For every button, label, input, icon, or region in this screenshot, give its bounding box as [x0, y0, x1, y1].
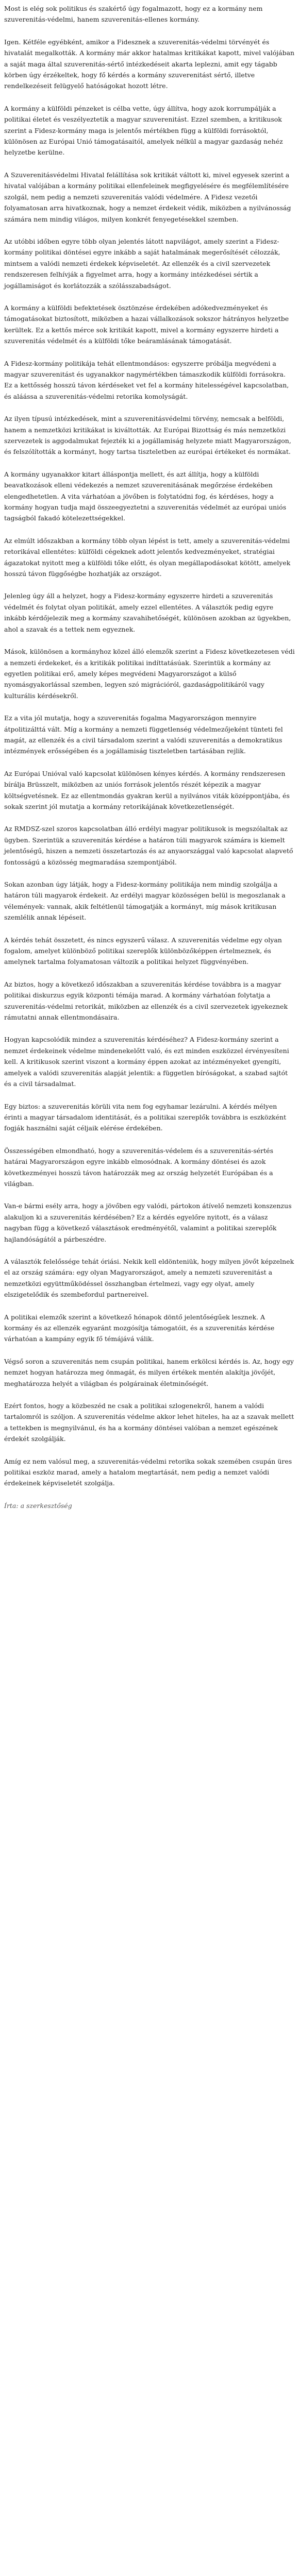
paragraph: A Szuverenitásvédelmi Hivatal felállítása sok kritikát váltott ki, mivel egyesek szerint a hivatal valójában a kormány politikai ellenfeleinek megfigyelésére és megfélemlítésére szolgál, nem pedig a nemzeti szuverenitás valódi védelmére. A Fidesz vezetői folyamatosan arra hivatkoznak, hogy a nemzet érdekeit védik, miközben a nyilvánosság számára nem mindig világos, milyen konkrét fenyegetésekkel szemben.: [4, 171, 291, 223]
author-note: Írta: a szerkesztőség: [4, 1501, 72, 1510]
paragraph: Mások, különösen a kormányhoz közel álló elemzők szerint a Fidesz következetesen védi a nemzeti érdekeket, és a kritikák politikai indíttatásúak. Szerintük a kormány az egyetlen politikai erő, amely képes megvédeni Magyarországot a külső nyomásgyakorlással szemben, legyen szó migrációról, gazdaságpolitikáról vagy kulturális kérdésekről.: [4, 648, 295, 700]
paragraph: Most is elég sok politikus és szakértő úgy fogalmazott, hogy ez a kormány nem szuverenitás-védelmi, hanem szuverenitás-ellenes kormány.: [4, 5, 263, 24]
paragraph: Egy biztos: a szuverenitás körüli vita nem fog egyhamar lezárulni. A kérdés mélyen érinti a magyar társadalom identitását, és a politikai szereplők továbbra is eszközként fogják használni saját céljaik elérése érdekében.: [4, 1102, 287, 1132]
paragraph: A kormány a külföldi befektetések ösztönzése érdekében adókedvezményeket és támogatásokat biztosított, miközben a hazai vállalkozások sokszor hátrányos helyzetbe kerültek. Ez a kettős mérce sok kritikát kapott, mivel a kormány egyszerre hirdeti a szuverenitás védelmét és a külföldi tőke beáramlásának támogatását.: [4, 303, 289, 345]
paragraph: Összességében elmondható, hogy a szuverenitás-védelem és a szuverenitás-sértés határai Magyarországon egyre inkább elmosódnak. A kormány döntései és azok következményei hosszú távon határozzák meg az ország helyzetét Európában és a világban.: [4, 1146, 273, 1188]
paragraph: Van-e bármi esély arra, hogy a jövőben egy valódi, pártokon átívelő nemzeti konszenzus alakuljon ki a szuverenitás kérdésében? Ez a kérdés egyelőre nyitott, és a válasz nagyban függ a következő választások eredményétől, valamint a politikai szereplők hajlandóságától a párbeszédre.: [4, 1202, 292, 1243]
paragraph: A kérdés tehát összetett, és nincs egyszerű válasz. A szuverenitás védelme egy olyan fogalom, amelyet különböző politikai szereplők különbözőképpen értelmeznek, és amelynek tartalma folyamatosan változik a politikai helyzet függvényében.: [4, 936, 282, 966]
paragraph: Az elmúlt időszakban a kormány több olyan lépést is tett, amely a szuverenitás-védelmi retorikával ellentétes: külföldi cégeknek adott jelentős kedvezményeket, stratégiai ágazatokat nyitott meg a külföldi tőke előtt, és olyan megállapodásokat kötött, amelyek hosszú távon függőségbe hozhatják az országot.: [4, 536, 291, 578]
paragraph: Az RMDSZ-szel szoros kapcsolatban álló erdélyi magyar politikusok is megszólaltak az ügyben. Szerintük a szuverenitás kérdése a határon túli magyarok számára is kiemelt jelentőségű, hiszen a nemzeti összetartozás és az anyaországgal való kapcsolat alapvető fontosságú a közösség megmaradása szempontjából.: [4, 825, 293, 866]
paragraph: Az biztos, hogy a következő időszakban a szuverenitás kérdése továbbra is a magyar politikai diskurzus egyik központi témája marad. A kormány várhatóan folytatja a szuverenitás-védelmi retorikát, miközben az ellenzék és a civil szervezetek igyekeznek rámutatni annak ellentmondásaira.: [4, 980, 288, 1022]
paragraph: Igen. Kétféle egyébként, amikor a Fidesznek a szuverenitás-védelmi törvényét és hivatalát megalkották. A kormány már akkor hatalmas kritikákat kapott, mivel valójában a saját maga által szuverenitás-sértő intézkedéseit akarta leplezni, amit egy tágabb körben úgy érzékeltek, hogy fő kérdés a kormány szuverenitást sértő, illetve rendelkezéseit felügyelő hatóságokat hozott létre.: [4, 38, 295, 90]
paragraph: A kormány ugyanakkor kitart álláspontja mellett, és azt állítja, hogy a külföldi beavatkozások elleni védekezés a nemzet szuverenitásának megőrzése érdekében elengedhetetlen. A vita várhatóan a jövőben is folytatódni fog, és kérdéses, hogy a kormány hogyan tudja majd összeegyeztetni a szuverenitás védelmét az európai uniós tagságból fakadó kötelezettségekkel.: [4, 470, 287, 522]
paragraph: Ez a vita jól mutatja, hogy a szuverenitás fogalma Magyarországon mennyire átpolitizálttá vált. Míg a kormány a nemzeti függetlenség védelmezőjeként tünteti fel magát, az ellenzék és a civil társadalom szerint a valódi szuverenitás a demokratikus intézmények erősségében és a jogállamiság tiszteletben tartásában rejlik.: [4, 714, 283, 755]
paragraph: Sokan azonban úgy látják, hogy a Fidesz-kormány politikája nem mindig szolgálja a határon túli magyarok érdekeit. Az erdélyi magyar közösségen belül is megoszlanak a vélemények: vannak, akik feltétlenül támogatják a kormányt, míg mások kritikusan szemlélik annak lépéseit.: [4, 880, 286, 922]
paragraph: Végső soron a szuverenitás nem csupán politikai, hanem erkölcsi kérdés is. Az, hogy egy nemzet hogyan határozza meg önmagát, és milyen értékek mentén alakítja jövőjét, meghatározza helyét a világban és polgárainak életminőségét.: [4, 1357, 294, 1387]
paragraph: Az utóbbi időben egyre több olyan jelentés látott napvilágot, amely szerint a Fidesz-kormány politikai döntései egyre inkább a saját hatalmának megerősítését célozzák, mintsem a valódi nemzeti érdekek képviseletét. Az ellenzék és a civil szervezetek rendszeresen felhívják a figyelmet arra, hogy a kormány intézkedései sértik a jogállamiságot és korlátozzák a szólásszabadságot.: [4, 237, 280, 290]
paragraph: A politikai elemzők szerint a következő hónapok döntő jelentőségűek lesznek. A kormány és az ellenzék egyaránt mozgósítja támogatóit, és a szuverenitás kérdése várhatóan a kampány egyik fő témájává válik.: [4, 1313, 275, 1343]
paragraph: A választók felelőssége tehát óriási. Nekik kell eldönteniük, hogy milyen jövőt képzelnek el az ország számára: egy olyan Magyarországot, amely a nemzeti szuverenitást a nemzetközi együttműködéssel összhangban értelmezi, vagy egy olyat, amely elszigetelődik és szembefordul partnereivel.: [4, 1257, 294, 1299]
paragraph: Hogyan kapcsolódik mindez a szuverenitás kérdéséhez? A Fidesz-kormány szerint a nemzet érdekeinek védelme mindenekelőtt való, és ezt minden eszközzel érvényesíteni kell. A kritikusok szerint viszont a kormány éppen azokat az intézményeket gyengíti, amelyek a valódi szuverenitás alapját jelentik: a független bíróságokat, a szabad sajtót és a civil társadalmat.: [4, 1036, 289, 1088]
paragraph: Az ilyen típusú intézkedések, mint a szuverenitásvédelmi törvény, nemcsak a belföldi, hanem a nemzetközi kritikákat is kiváltották. Az Európai Bizottság és más nemzetközi szervezetek is aggodalmukat fejezték ki a jogállamiság helyzete miatt Magyarországon, és felszólították a kormányt, hogy tartsa tiszteletben az európai értékeket és normákat.: [4, 415, 291, 456]
paragraph: A Fidesz-kormány politikája tehát ellentmondásos: egyszerre próbálja megvédeni a magyar szuverenitást és ugyanakkor nagymértékben támaszkodik külföldi forrásokra. Ez a kettősség hosszú távon kérdéseket vet fel a kormány hitelességével kapcsolatban, és aláássa a szuverenitás-védelmi retorika komolyságát.: [4, 359, 289, 400]
paragraph: Az Európai Unióval való kapcsolat különösen kényes kérdés. A kormány rendszeresen bírálja Brüsszelt, miközben az uniós források jelentős részét képezik a magyar költségvetésnek. Ez az ellentmondás gyakran kerül a nyilvános viták középpontjába, és sokak szerint jól mutatja a kormány retorikájának következetlenségét.: [4, 769, 290, 810]
paragraph: Jelenleg úgy áll a helyzet, hogy a Fidesz-kormány egyszerre hirdeti a szuverenitás védelmét és folytat olyan politikát, amely ezzel ellentétes. A választók pedig egyre inkább kérdőjelezik meg a kormány szavahihetőségét, különösen azokban az ügyekben, ahol a szavak és a tettek nem egyeznek.: [4, 592, 291, 633]
paragraph: A kormány a külföldi pénzeket is célba vette, úgy állítva, hogy azok korrumpálják a politikai életet és veszélyeztetik a magyar szuverenitást. Ezzel szemben, a kritikusok szerint a Fidesz-kormány maga is jelentős mértékben függ a külföldi forrásoktól, különösen az Európai Unió támogatásaitól, amelyek nélkül a magyar gazdaság nehéz helyzetbe kerülne.: [4, 104, 283, 157]
paragraph: Ezért fontos, hogy a közbeszéd ne csak a politikai szlogenekről, hanem a valódi tartalomról is szóljon. A szuverenitás védelme akkor lehet hiteles, ha az a szavak mellett a tettekben is megnyilvánul, és ha a kormány döntései valóban a nemzet egészének érdekét szolgálják.: [4, 1402, 294, 1443]
paragraph: Amíg ez nem valósul meg, a szuverenitás-védelmi retorika sokak szemében csupán üres politikai eszköz marad, amely a hatalom megtartását, nem pedig a nemzet valódi érdekeinek képviseletét szolgálja.: [4, 1457, 292, 1487]
